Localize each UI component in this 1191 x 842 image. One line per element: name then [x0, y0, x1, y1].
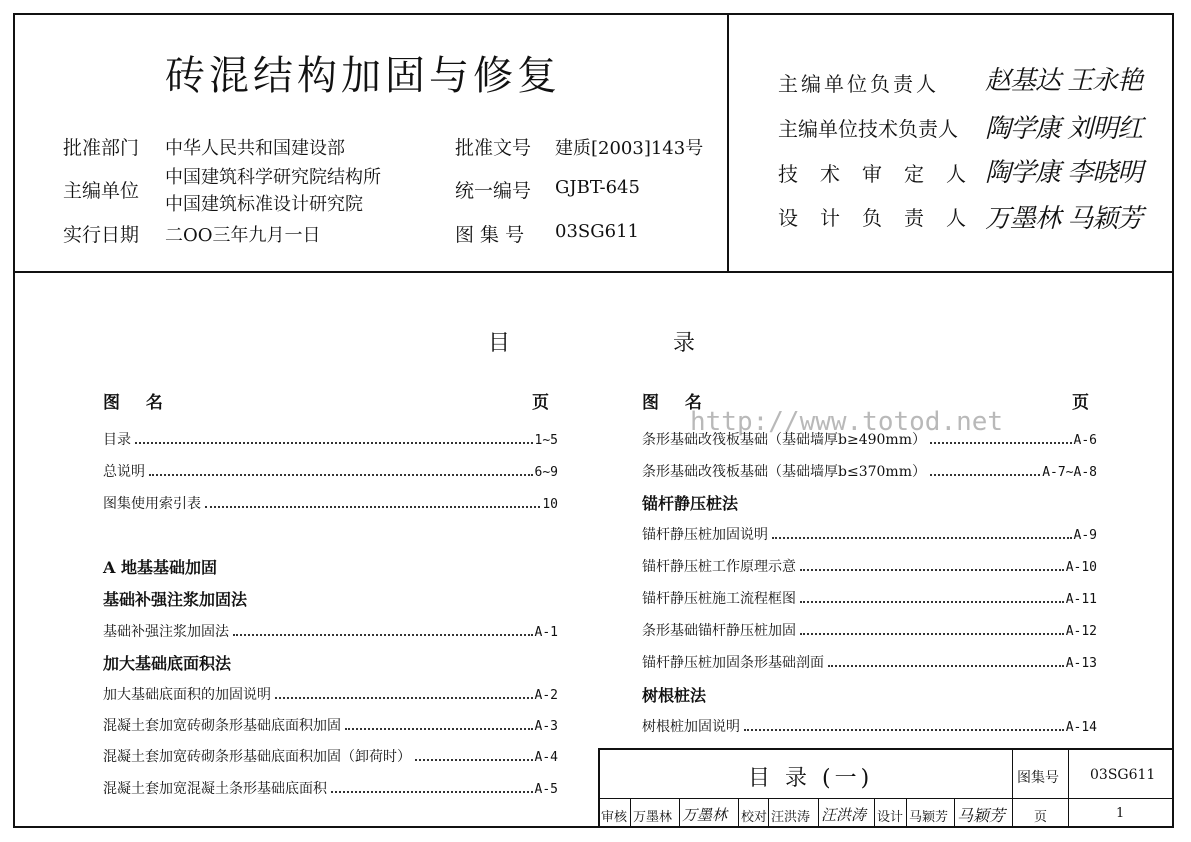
approval-no-label: 批准文号	[455, 137, 532, 159]
toc-entry: 条形基础改筏板基础（基础墙厚b≥490mm） A-6	[642, 432, 1097, 448]
subsection-heading: 加大基础底面积法	[103, 654, 232, 673]
effective-date-label: 实行日期	[63, 224, 140, 246]
left-col-page-header: 页	[532, 393, 549, 413]
effective-date-value: 二OO三年九月一日	[165, 225, 321, 246]
chief-unit-tech-head-signature: 陶学康 刘明红	[985, 114, 1143, 144]
design-lead-role: 设计负责人	[778, 206, 988, 230]
right-col-name-header: 图 名	[642, 393, 712, 413]
atlas-no-value: 03SG611	[555, 221, 639, 242]
toc-entry: 加大基础底面积的加固说明 A-2	[103, 687, 558, 703]
toc-entry: 目录 1~5	[103, 432, 558, 448]
toc-title-right: 录	[673, 331, 696, 356]
sig-cell-divider	[954, 798, 955, 828]
toc-entry: 混凝土套加宽混凝土条形基础底面积 A-5	[103, 781, 558, 797]
approval-no-value: 建质[2003]143号	[555, 138, 704, 159]
toc-entry: 树根桩加固说明 A-14	[642, 719, 1097, 735]
toc-entry: 总说明 6~9	[103, 464, 558, 480]
chief-unit-head-role: 主编单位负责人	[778, 72, 939, 96]
approval-dept-label: 批准部门	[63, 137, 140, 159]
subsection-heading: 基础补强注浆加固法	[103, 590, 248, 609]
review-name: 万墨林	[633, 810, 673, 825]
toc-entry: 混凝土套加宽砖砌条形基础底面积加固 A-3	[103, 718, 558, 734]
sig-cell-divider	[874, 798, 875, 828]
sig-cell-divider	[768, 798, 769, 828]
atlas-no-label: 图 集 号	[455, 224, 525, 246]
title-block-row-divider	[598, 798, 1174, 799]
title-block-atlas-value: 03SG611	[1090, 767, 1156, 783]
atlas-title: 砖混结构加固与修复	[165, 53, 561, 99]
tech-reviewer-role: 技术审定人	[778, 162, 988, 186]
toc-entry: 条形基础改筏板基础（基础墙厚b≤370mm） A-7~A-8	[642, 464, 1097, 480]
tech-reviewer-signature: 陶学康 李晓明	[985, 158, 1143, 188]
page-label: 页	[1034, 810, 1048, 825]
section-a-heading: A 地基基础加固	[103, 558, 217, 577]
page-value: 1	[1116, 806, 1125, 821]
title-block-col-divider	[1068, 748, 1069, 828]
check-signature: 汪洪涛	[821, 806, 867, 824]
toc-entry: 锚杆静压桩加固条形基础剖面 A-13	[642, 655, 1097, 671]
design-lead-signature: 万墨林 马颖芳	[985, 204, 1143, 234]
editor-unit-label: 主编单位	[63, 180, 140, 202]
toc-entry: 锚杆静压桩施工流程框图 A-11	[642, 591, 1097, 607]
toc-entry: 图集使用索引表 10	[103, 496, 558, 512]
header-divider	[13, 271, 1174, 273]
title-block-col-divider	[1012, 748, 1013, 828]
toc-entry: 锚杆静压桩加固说明 A-9	[642, 527, 1097, 543]
approval-dept-value: 中华人民共和国建设部	[165, 138, 345, 159]
chief-unit-head-signature: 赵基达 王永艳	[985, 66, 1143, 96]
check-name: 汪洪涛	[771, 810, 811, 825]
review-signature: 万墨林	[682, 806, 728, 824]
check-label: 校对	[741, 810, 768, 825]
watermark: http://www.totod.net	[690, 407, 1004, 437]
header-vertical-divider	[727, 13, 729, 272]
toc-entry: 锚杆静压桩工作原理示意 A-10	[642, 559, 1097, 575]
toc-entry: 基础补强注浆加固法 A-1	[103, 624, 558, 640]
right-col-page-header: 页	[1072, 393, 1089, 413]
design-label: 设计	[877, 810, 904, 825]
sig-cell-divider	[818, 798, 819, 828]
subsection-heading: 锚杆静压桩法	[642, 494, 739, 513]
title-block-name: 目 录 (一)	[748, 766, 874, 791]
subsection-heading: 树根桩法	[642, 686, 707, 705]
editor-unit-value-2: 中国建筑标准设计研究院	[165, 194, 363, 215]
editor-unit-value-1: 中国建筑科学研究院结构所	[165, 167, 381, 188]
review-label: 审核	[601, 810, 628, 825]
unified-no-value: GJBT-645	[555, 177, 640, 198]
sig-cell-divider	[906, 798, 907, 828]
toc-title-left: 目	[488, 331, 511, 356]
toc-entry: 条形基础锚杆静压桩加固 A-12	[642, 623, 1097, 639]
chief-unit-tech-head-role: 主编单位技术负责人	[778, 117, 958, 141]
sig-cell-divider	[630, 798, 631, 828]
sig-cell-divider	[679, 798, 680, 828]
left-col-name-header: 图 名	[103, 393, 173, 413]
design-signature: 马颖芳	[957, 806, 1006, 825]
title-block-atlas-label: 图集号	[1017, 770, 1059, 786]
design-name: 马颖芳	[909, 810, 949, 825]
unified-no-label: 统一编号	[455, 180, 532, 202]
toc-entry: 混凝土套加宽砖砌条形基础底面积加固（卸荷时） A-4	[103, 749, 558, 765]
sig-cell-divider	[738, 798, 739, 828]
